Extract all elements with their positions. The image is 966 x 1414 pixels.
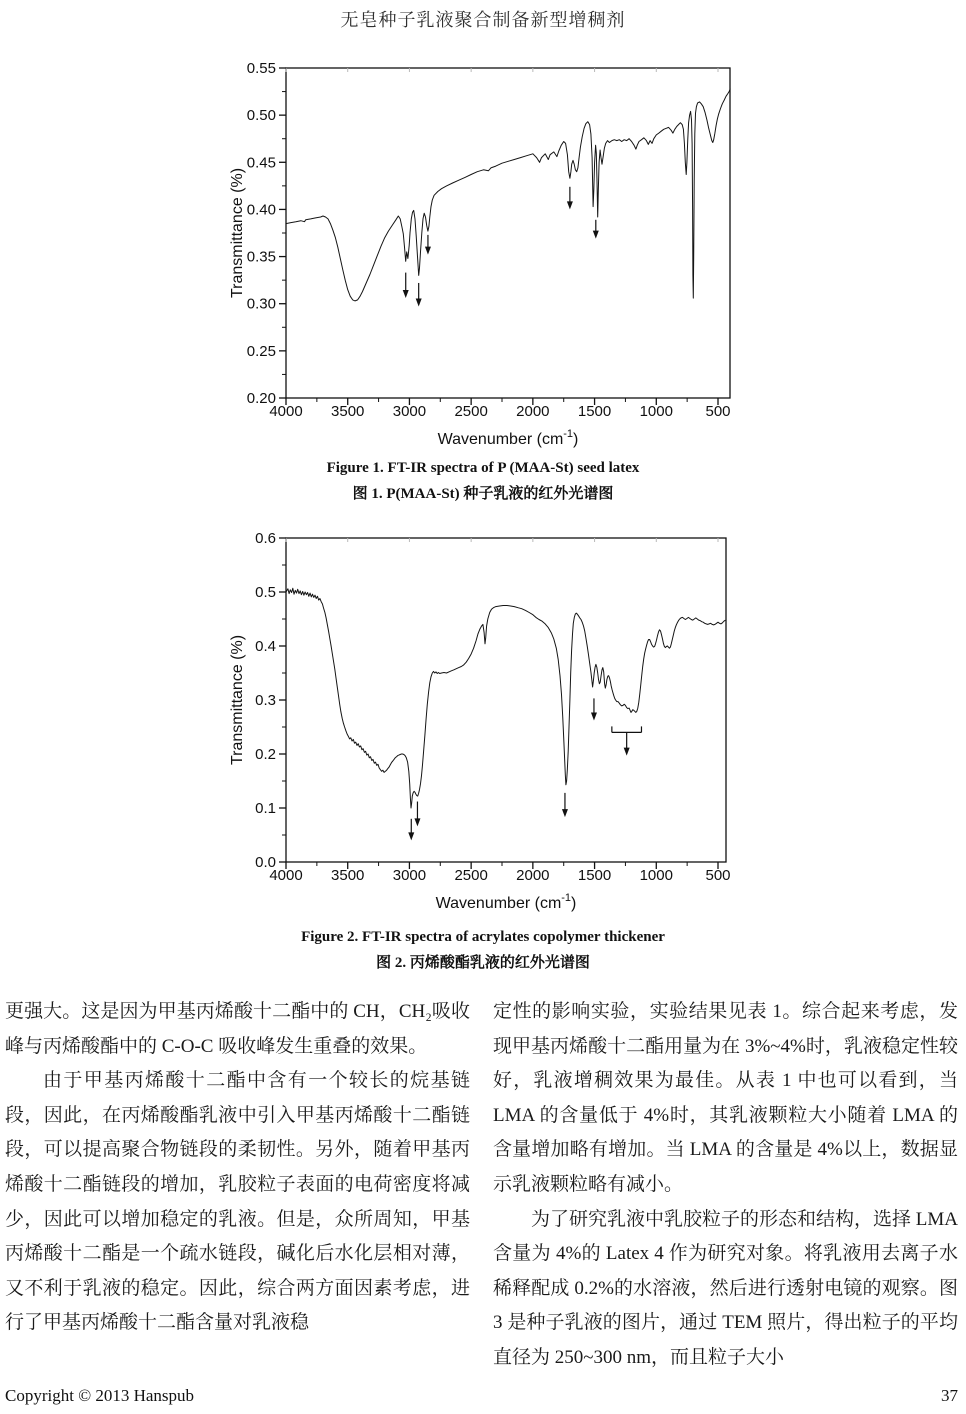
svg-text:0.25: 0.25 [246,342,276,360]
svg-text:0.40: 0.40 [246,201,276,219]
body-right-column [493,995,958,1376]
svg-text:0.55: 0.55 [246,60,276,77]
body-paragraph: 由于甲基丙烯酸十二酯中含有一个较长的烷基链段，因此，在丙烯酸酯乳液中引入甲基丙烯酸十二酯链段，可以提高聚合物链段的柔韧性。另外，随着甲基丙烯酸十二酯链段的增加，乳胶粒子表面的电荷密度将减少，因此可以增加稳定的乳液。但是，众所周知，甲基丙烯酸十二酯是一个疏水链段，碱化后水化层相对薄，又不利于乳液的稳定。因此，综合两方面因素考虑，进行了甲基丙烯酸十二酯含量对乳液稳 [5,1070,470,1334]
svg-text:2000: 2000 [516,403,550,420]
svg-text:2000: 2000 [516,867,550,884]
svg-text:0.3: 0.3 [255,692,276,709]
svg-text:500: 500 [705,867,731,884]
svg-text:0.35: 0.35 [246,248,276,266]
svg-text:0.30: 0.30 [246,295,276,313]
svg-text:0.4: 0.4 [255,638,276,655]
svg-text:0.50: 0.50 [246,107,276,125]
svg-text:1000: 1000 [639,403,673,420]
svg-text:1000: 1000 [639,867,673,884]
svg-text:0.2: 0.2 [255,746,276,763]
svg-text:0.1: 0.1 [255,800,276,817]
svg-text:1500: 1500 [577,403,612,420]
body-paragraph: 更强大。这是因为甲基丙烯酸十二酯中的 CH，CH₂吸收峰与丙烯酸酯中的 C-O-C 吸收峰发生重叠的效果。 [5,1001,470,1057]
page-footer [5,1386,958,1410]
body-left-column [5,995,470,1376]
svg-text:1500: 1500 [577,867,612,884]
figure2-ftir-chart [228,528,748,922]
body-paragraph: 为了研究乳液中乳胶粒子的形态和结构，选择 LMA 含量为 4%的 Latex 4 作为研究对象。将乳液用去离子水稀释配成 0.2%的水溶液，然后进行透射电镜的观察。图 3 是种子乳液的图片，通过 TEM 照片，得出粒子的平均直径为 250~300 nm，而且粒子大小 [493,1208,958,1368]
svg-text:0.0: 0.0 [255,854,276,871]
figure2-caption-en: Figure 2. FT-IR spectra of acrylates copolymer thickener [301,929,665,945]
svg-text:3000: 3000 [392,403,427,420]
svg-text:0.45: 0.45 [246,154,276,172]
svg-text:0.5: 0.5 [255,584,276,601]
footer-page-number: 37 [941,1386,958,1405]
figure1-caption-zh: 图 1. P(MAA-St) 种子乳液的红外光谱图 [352,486,614,502]
svg-text:Transmittance (%): Transmittance (%) [229,634,246,766]
figure1-ftir-chart [228,56,748,456]
svg-text:0.20: 0.20 [246,390,276,407]
svg-text:0.6: 0.6 [255,530,276,547]
footer-copyright: Copyright © 2013 Hanspub [5,1386,195,1405]
page-header-title: 无皂种子乳液聚合制备新型增稠剂 [340,10,626,30]
body-text [5,995,958,1376]
svg-text:3500: 3500 [331,403,365,420]
svg-text:Transmittance (%): Transmittance (%) [229,167,246,299]
figure2-caption-zh: 图 2. 丙烯酸酯乳液的红外光谱图 [376,955,590,971]
svg-text:2500: 2500 [454,867,488,884]
svg-text:Wavenumber (cm-1): Wavenumber $(cm^{-1})$ [437,428,579,448]
svg-text:4000: 4000 [269,867,303,884]
svg-text:Wavenumber (cm-1): Wavenumber $(cm^{-1})$ [435,892,577,912]
svg-text:2500: 2500 [454,403,488,420]
svg-text:500: 500 [705,403,731,420]
body-paragraph: 定性的影响实验，实验结果见表 1。综合起来考虑，发现甲基丙烯酸十二酯用量为在 3%~4%时，乳液稳定性较好，乳液增稠效果为最佳。从表 1 中也可以看到，当 LMA 的含量低于 4%时，其乳液颗粒大小随着 LMA 的含量增加略有增加。当 LMA 的含量是 4%以上，数据显示乳液颗粒略有减小。 [493,1001,958,1195]
figure1-caption-en: Figure 1. FT-IR spectra of P (MAA-St) seed latex [326,460,640,476]
svg-text:4000: 4000 [269,403,303,420]
svg-text:3500: 3500 [331,867,365,884]
svg-text:3000: 3000 [392,867,427,884]
